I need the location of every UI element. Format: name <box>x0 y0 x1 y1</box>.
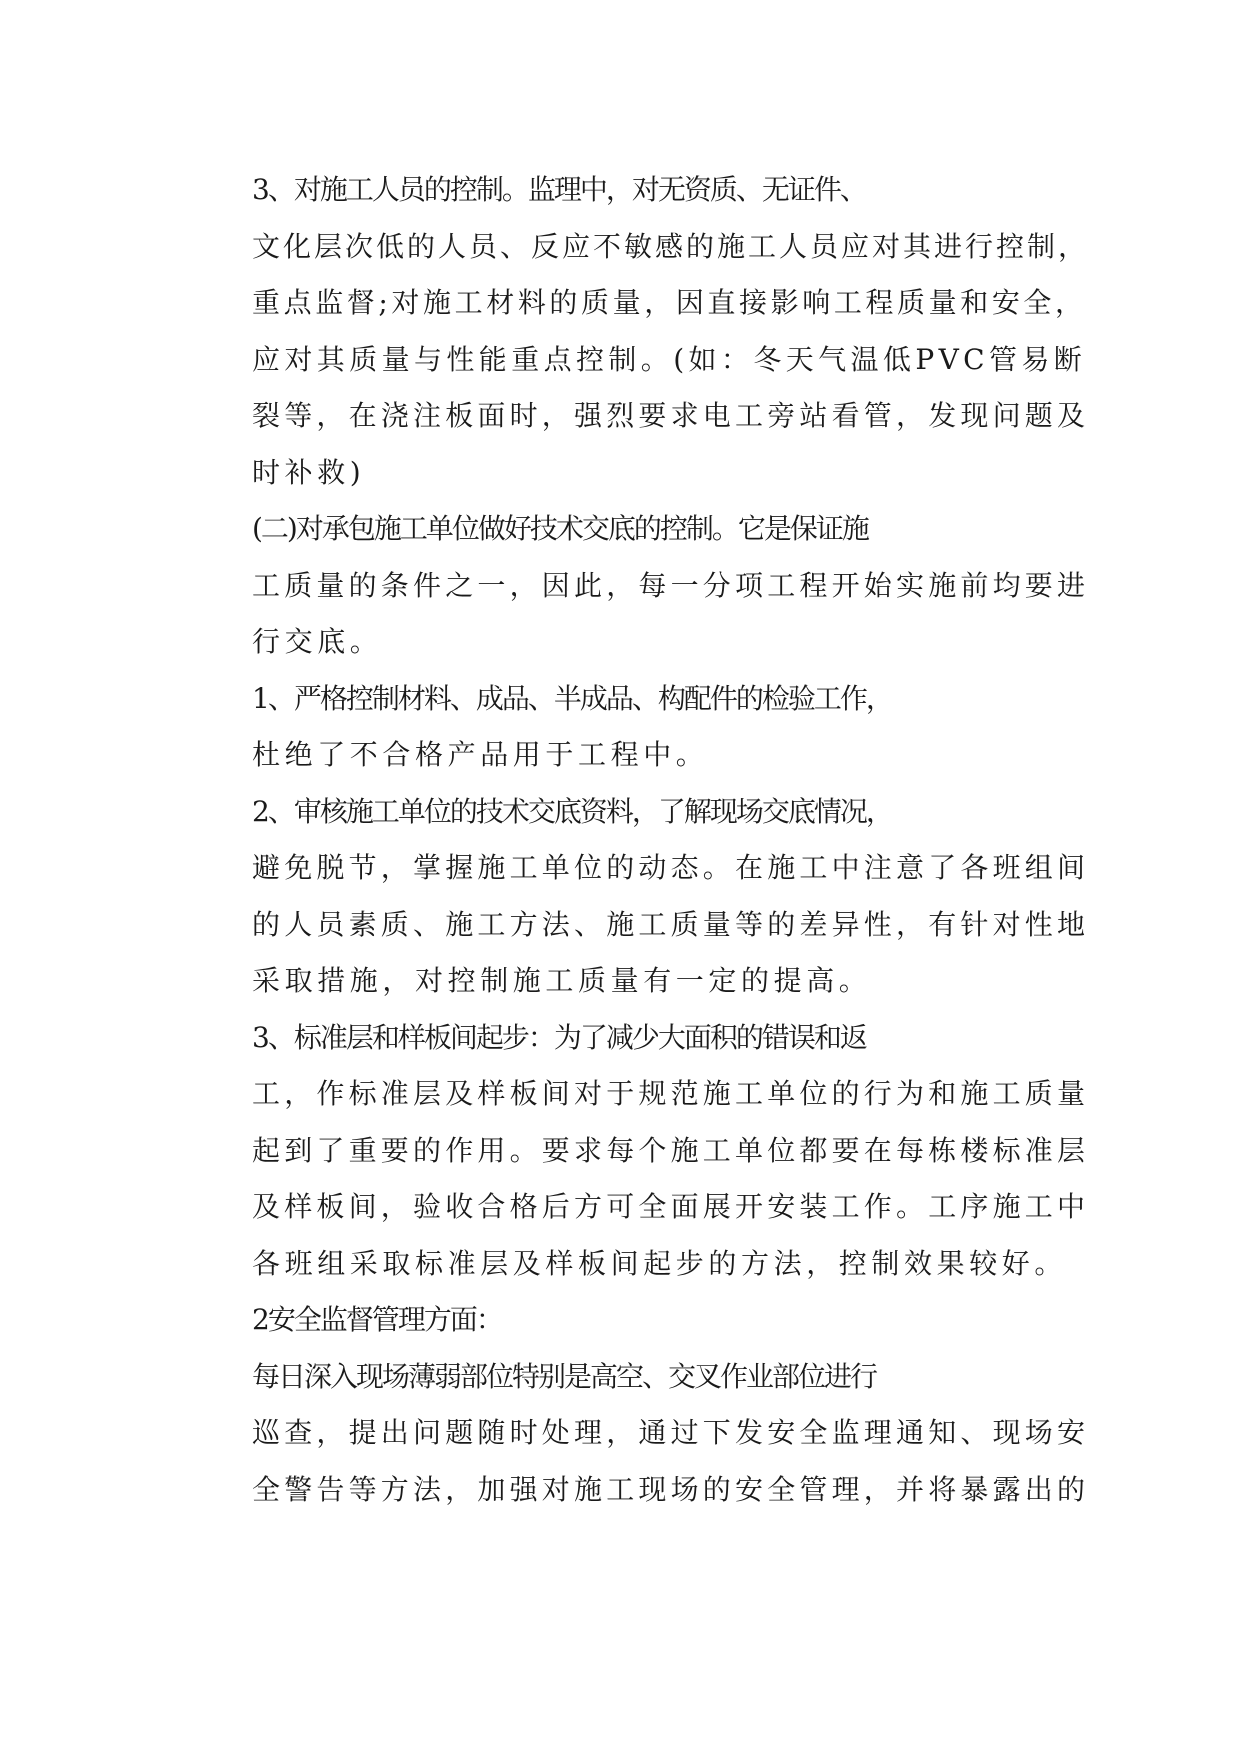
text-line: 及样板间，验收合格后方可全面展开安装工作。工序施工中 <box>252 1190 1090 1223</box>
text-line: 每日深入现场薄弱部位特别是高空、交叉作业部位进行 <box>252 1359 877 1393</box>
text-line: 文化层次低的人员、反应不敏感的施工人员应对其进行控制， <box>252 229 1090 263</box>
text-line: 应对其质量与性能重点控制。(如：冬天气温低PVC管易断 <box>252 342 1087 376</box>
paragraph-material-inspection <box>190 671 1070 784</box>
text-line: 裂等，在浇注板面时，强烈要求电工旁站看管，发现问题及 <box>252 399 1090 432</box>
text-line: 重点监督;对施工材料的质量，因直接影响工程质量和安全， <box>252 286 1087 319</box>
text-line: 巡查，提出问题随时处理，通过下发安全监理通知、现场安 <box>252 1416 1090 1449</box>
text-line: 避免脱节，掌握施工单位的动态。在施工中注意了各班组间 <box>252 851 1090 884</box>
section-heading-safety <box>190 1292 1070 1349</box>
text-line: 的人员素质、施工方法、施工质量等的差异性，有针对性地 <box>252 907 1090 941</box>
paragraph-personnel-control <box>190 162 1090 501</box>
text-line: 工质量的条件之一，因此，每一分项工程开始实施前均要进 <box>252 568 1090 602</box>
text-line: 3、对施工人员的控制。监理中，对无资质、无证件、 <box>252 173 866 206</box>
paragraph-review-disclosure <box>190 784 1090 1010</box>
text-line: 起到了重要的作用。要求每个施工单位都要在每栋楼标准层 <box>252 1133 1090 1167</box>
paragraph-daily-inspection <box>190 1349 1090 1519</box>
text-line: 3、标准层和样板间起步：为了减少大面积的错误和返 <box>252 1020 866 1054</box>
text-line: 采取措施，对控制施工质量有一定的提高。 <box>252 964 872 997</box>
paragraph-technical-disclosure <box>190 501 1090 671</box>
text-line: 全警告等方法，加强对施工现场的安全管理，并将暴露出的 <box>252 1472 1090 1506</box>
text-line: 2、审核施工单位的技术交底资料，了解现场交底情况， <box>252 794 892 828</box>
document-body <box>190 162 1090 1518</box>
text-line: 行交底。 <box>252 625 383 658</box>
text-line: 各班组采取标准层及样板间起步的方法，控制效果较好。 <box>252 1246 1068 1280</box>
text-line: 时补救) <box>252 455 366 489</box>
paragraph-standard-floor <box>190 1010 1090 1293</box>
text-line: 2安全监督管理方面： <box>252 1303 502 1336</box>
text-line: (二)对承包施工单位做好技术交底的控制。它是保证施 <box>252 512 868 545</box>
text-line: 工，作标准层及样板间对于规范施工单位的行为和施工质量 <box>252 1077 1090 1110</box>
text-line: 杜绝了不合格产品用于工程中。 <box>252 738 709 771</box>
text-line: 1、严格控制材料、成品、半成品、构配件的检验工作， <box>252 681 892 715</box>
